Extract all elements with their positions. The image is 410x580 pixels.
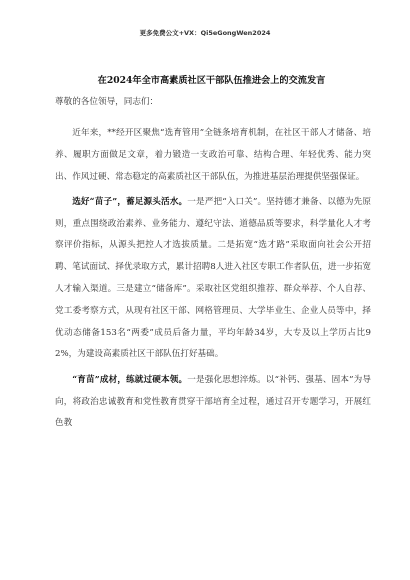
header-promo-note: 更多免费公文+VX：Qi5eGongWen2024	[139, 29, 271, 37]
salutation: 尊敬的各位领导，同志们：	[55, 97, 159, 107]
paragraph-intro	[55, 123, 371, 188]
paragraph-lead: “育苗”成材，练就过硬本领。	[72, 374, 188, 385]
paragraph-select	[55, 192, 371, 366]
paragraph-text: 一是强化思想淬炼。以“补钙、强基、固本”为导向，将政治忠诚教育和党性教育贯穿干部培育全过程，通过召开专题学习，开展红色教	[55, 374, 371, 429]
paragraph-text: 一是严把“入口关”。坚持德才兼备、以德为先原则，重点围绕政治素养、业务能力、遵纪守法、道德品质等要求，科学量化人才考察评价指标，从源头把控人才选拔质量。二是拓宽“选才路”采取面向社会公开招聘、笔试面试、择优录取方式，累计招聘8人进入社区专职工作者队伍，进一步拓宽人才输入渠道。三是建立“储备库”。采取社区党组织推荐、群众举荐、个人自荐、党工委考察方式，从现有社区干部、网格管理员、大学毕业生、企业人员等中，择优动态储备153名“两委”成员后备力量，平均年龄34岁，大专及以上学历占比92%，为建设高素质社区干部队伍打好基础。	[55, 196, 371, 360]
document-title: 在2024年全市高素质社区干部队伍推进会上的交流发言	[97, 75, 326, 86]
paragraph-cultivate	[55, 370, 371, 435]
paragraph-text: 近年来，**经开区聚焦“选育管用”全链条培育机制，在社区干部人才储备、培养、履职方面做足文章，着力锻造一支政治可靠、结构合理、年轻优秀、能力突出、作风过硬、常态稳定的高素质社区干部队伍，为推进基层治理提供坚强保证。	[55, 128, 371, 182]
document-body	[55, 123, 371, 435]
paragraph-lead: 选好“苗子”，蓄足源头活水。	[72, 196, 188, 207]
